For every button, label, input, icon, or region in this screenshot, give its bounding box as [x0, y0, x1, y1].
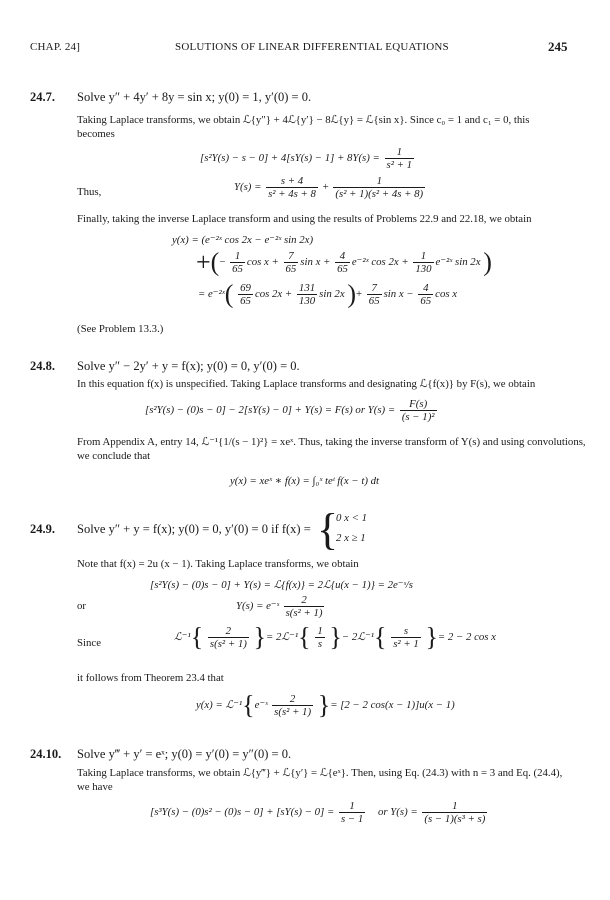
body-text: Note that f(x) = 2u (x − 1). Taking Laplace transforms, we obtain	[77, 558, 359, 570]
problem-number: 24.9.	[30, 522, 55, 536]
body-text: becomes	[77, 128, 115, 140]
equation: Y(s) = e⁻ˢ $\frac{2}{\text{s(s² + 1)}}$	[236, 594, 323, 619]
problem-number: 24.10.	[30, 747, 62, 761]
equation: = e⁻²ˣ( $\frac{69}{65}$ cos 2x + $\frac{131}{130}$ sin 2x )+ $\frac{7}{65}$ sin x − $\frac{4}{65}$ cos x	[198, 279, 458, 309]
equation: [s²Y(s) − (0)s − 0] − 2[sY(s) − 0] + Y(s) = F(s) or Y(s) = $\frac{F(s)}{\text{(s − 1)²}}$	[145, 398, 435, 423]
equation: Y(s) = $\frac{s + 4}{\text{s² + 4s + 8}}$ + $\frac{1}{\text{(s² + 1)(s² + 4s + 8)}}$	[234, 175, 424, 200]
body-text: In this equation f(x) is unspecified. Taking Laplace transforms and designating ℒ{f(x)} by F(s), we obtain	[77, 378, 536, 390]
body-text: (See Problem 13.3.)	[77, 323, 164, 335]
body-text: Taking Laplace transforms, we obtain ℒ{y‴} + ℒ{y′} = ℒ{eˣ}. Then, using Eq. (24.3) with n = 3 and Eq. (24.4),	[77, 767, 563, 779]
body-text: Taking Laplace transforms, we obtain ℒ{y″} + 4ℒ{y′} − 8ℒ{y} = ℒ{sin x}. Since c₀ = 1 and c₁ = 0, this	[77, 114, 530, 126]
problem-number: 24.8.	[30, 359, 55, 373]
case-line: 0 x < 1	[336, 512, 367, 524]
equation: [s²Y(s) − (0)s − 0] + Y(s) = ℒ{f(x)} = 2ℒ{u(x − 1)} = 2e⁻ˢ/s	[150, 579, 413, 591]
equation: y(x) = xeˣ ∗ f(x) = ∫₀ˣ teᵗ f(x − t) dt	[230, 475, 380, 487]
body-text: we conclude that	[77, 450, 151, 462]
body-text: it follows from Theorem 23.4 that	[77, 672, 224, 684]
equation: y(x) = ℒ⁻¹{e⁻ˢ $\frac{2}{\text{s(s² + 1)}}$ }= [2 − 2 cos(x − 1)]u(x − 1)	[196, 690, 455, 720]
running-chapter: CHAP. 24]	[30, 41, 81, 53]
problem-statement: Solve y‴ + y′ = eˣ; y(0) = y′(0) = y″(0) = 0.	[77, 747, 292, 761]
page-number: 245	[548, 39, 568, 54]
running-title: SOLUTIONS OF LINEAR DIFFERENTIAL EQUATIONS	[175, 41, 449, 53]
problem-statement: Solve y″ + 4y′ + 8y = sin x; y(0) = 1, y′(0) = 0.	[77, 90, 312, 104]
case-brace: {	[317, 505, 339, 554]
body-text: Finally, taking the inverse Laplace transform and using the results of Problems 22.9 and 22.18, we obtain	[77, 213, 532, 225]
equation: y(x) = (e⁻²ˣ cos 2x − e⁻²ˣ sin 2x)	[172, 234, 314, 246]
body-text: From Appendix A, entry 14, ℒ⁻¹{1/(s − 1)²} = xeˣ. Thus, taking the inverse transform of Y(s) and using convolutions,	[77, 436, 586, 448]
case-line: 2 x ≥ 1	[336, 532, 366, 544]
equation: [s²Y(s) − s − 0] + 4[sY(s) − 1] + 8Y(s) = $\frac{1}{\text{s² + 1}}$	[200, 146, 413, 171]
equation: ℒ⁻¹{ $\frac{2}{\text{s(s² + 1)}}$ }= 2ℒ⁻¹{ $\frac{1}{s}$ }− 2ℒ⁻¹{ $\frac{s}{\text{s² + 1}}$ }= 2 − 2 cos x	[174, 622, 496, 652]
problem-statement: Solve y″ + y = f(x); y(0) = 0, y′(0) = 0 if f(x) =	[77, 522, 311, 536]
body-text: or	[77, 600, 86, 612]
problem-statement: Solve y″ − 2y′ + y = f(x); y(0) = 0, y′(0) = 0.	[77, 359, 300, 373]
body-text: Since	[77, 637, 101, 649]
body-text: we have	[77, 781, 113, 793]
problem-number: 24.7.	[30, 90, 55, 104]
equation: +(− $\frac{1}{65}$ cos x + $\frac{7}{65}$ sin x + $\frac{4}{65}$ e⁻²ˣ cos 2x + $\frac{1}{130}$ e⁻²ˣ sin 2x )	[196, 247, 492, 277]
equation: [s³Y(s) − (0)s² − (0)s − 0] + [sY(s) − 0] = $\frac{1}{s - 1}$ or Y(s) = $\frac{1}{\text{(s − 1)(s³ + s)}}$	[150, 800, 486, 825]
body-text: Thus,	[77, 186, 102, 198]
